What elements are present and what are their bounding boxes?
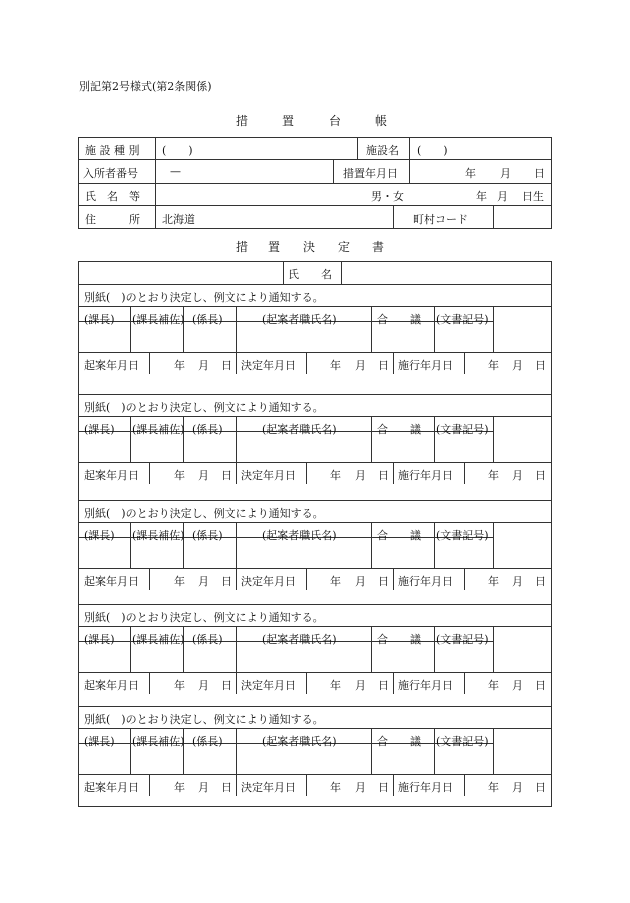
- decision-year: 年: [330, 679, 341, 692]
- block-rule: [78, 604, 552, 605]
- decision-title-char: 置: [268, 240, 281, 254]
- date-divider: [306, 462, 307, 484]
- role-label: 合 議: [377, 423, 421, 436]
- decision-date-label: 決定年月日: [241, 359, 296, 372]
- date-divider: [393, 774, 394, 796]
- notice-text: 別紙( )のとおり決定し、例文により通知する。: [84, 291, 324, 304]
- draft-date-label: 起案年月日: [84, 575, 139, 588]
- address-label: 住 所: [85, 213, 140, 226]
- role-label: (課長補佐): [132, 423, 185, 436]
- block-divider: [236, 626, 237, 672]
- decision-month: 月: [355, 469, 366, 482]
- decision-day: 日: [378, 359, 389, 372]
- date-divider: [464, 462, 465, 484]
- block-rule: [78, 706, 552, 707]
- role-label: (課長): [84, 313, 115, 326]
- role-label: (文書記号): [436, 529, 489, 542]
- date-divider: [306, 672, 307, 694]
- draft-day: 日: [221, 575, 232, 588]
- effective-year: 年: [488, 781, 499, 794]
- date-divider: [236, 568, 237, 590]
- effective-year: 年: [488, 469, 499, 482]
- role-label: (係長): [192, 313, 223, 326]
- block-divider: [371, 626, 372, 672]
- decision-month: 月: [355, 575, 366, 588]
- effective-month: 月: [512, 359, 523, 372]
- block-divider: [434, 306, 435, 352]
- block-divider: [371, 522, 372, 568]
- effective-day: 日: [535, 781, 546, 794]
- date-divider: [393, 462, 394, 484]
- notice-text: 別紙( )のとおり決定し、例文により通知する。: [84, 507, 324, 520]
- date-divider: [236, 774, 237, 796]
- role-label: (課長補佐): [132, 633, 185, 646]
- effective-date-label: 施行年月日: [398, 781, 453, 794]
- role-label: 合 議: [377, 529, 421, 542]
- admission-no-label: 入所者番号: [83, 167, 138, 180]
- admission-no-value[interactable]: —: [170, 165, 181, 178]
- draft-day: 日: [221, 359, 232, 372]
- role-label: (課長): [84, 735, 115, 748]
- effective-date-label: 施行年月日: [398, 575, 453, 588]
- block-divider: [493, 522, 494, 568]
- draft-date-label: 起案年月日: [84, 781, 139, 794]
- role-label: 合 議: [377, 633, 421, 646]
- date-divider: [149, 672, 150, 694]
- decision-month: 月: [355, 359, 366, 372]
- decision-title-char: 書: [372, 240, 385, 254]
- role-label: (係長): [192, 633, 223, 646]
- decision-year: 年: [330, 575, 341, 588]
- date-divider: [464, 774, 465, 796]
- decision-year: 年: [330, 469, 341, 482]
- birth-month: 月: [497, 190, 508, 203]
- effective-month: 月: [512, 469, 523, 482]
- role-label: (課長補佐): [132, 529, 185, 542]
- date-divider: [236, 672, 237, 694]
- date-divider: [306, 568, 307, 590]
- date-divider: [149, 774, 150, 796]
- effective-month: 月: [512, 679, 523, 692]
- block-divider: [434, 728, 435, 774]
- notice-text: 別紙( )のとおり決定し、例文により通知する。: [84, 611, 324, 624]
- block-rule: [78, 394, 552, 395]
- facility-type-label: 施 設 種 別: [85, 144, 140, 157]
- town-code-label: 町村コード: [413, 213, 468, 226]
- date-divider: [236, 462, 237, 484]
- role-label: (係長): [192, 423, 223, 436]
- draft-day: 日: [221, 781, 232, 794]
- name-label: 氏 名 等: [85, 190, 140, 203]
- draft-month: 月: [198, 575, 209, 588]
- notice-text: 別紙( )のとおり決定し、例文により通知する。: [84, 401, 324, 414]
- ledger-title-char: 台: [329, 114, 342, 128]
- effective-day: 日: [535, 575, 546, 588]
- decision-date-label: 決定年月日: [241, 575, 296, 588]
- block-divider: [130, 626, 131, 672]
- date-divider: [236, 352, 237, 374]
- measure-year: 年: [465, 167, 476, 180]
- measure-date-label: 措置年月日: [343, 167, 398, 180]
- draft-day: 日: [221, 469, 232, 482]
- block-divider: [130, 306, 131, 352]
- decision-month: 月: [355, 781, 366, 794]
- decision-date-label: 決定年月日: [241, 679, 296, 692]
- block-divider: [434, 626, 435, 672]
- block-divider: [434, 416, 435, 462]
- measure-month: 月: [500, 167, 511, 180]
- block-divider: [371, 416, 372, 462]
- draft-year: 年: [174, 469, 185, 482]
- effective-day: 日: [535, 679, 546, 692]
- effective-year: 年: [488, 575, 499, 588]
- role-label: 合 議: [377, 313, 421, 326]
- draft-month: 月: [198, 781, 209, 794]
- ledger-title-char: 帳: [375, 114, 388, 128]
- role-label: (文書記号): [436, 633, 489, 646]
- block-rule: [78, 284, 552, 285]
- decision-title-char: 措: [236, 240, 249, 254]
- effective-year: 年: [488, 359, 499, 372]
- role-label: (文書記号): [436, 313, 489, 326]
- effective-date-label: 施行年月日: [398, 359, 453, 372]
- decision-name-label: 氏 名: [288, 268, 332, 281]
- draft-year: 年: [174, 575, 185, 588]
- decision-title-char: 定: [338, 240, 351, 254]
- block-divider: [130, 728, 131, 774]
- block-divider: [493, 306, 494, 352]
- role-label: (起案者職氏名): [262, 423, 337, 436]
- effective-day: 日: [535, 359, 546, 372]
- birth-suffix: 日生: [522, 190, 544, 203]
- measure-day: 日: [534, 167, 545, 180]
- block-rule: [78, 306, 552, 307]
- draft-date-label: 起案年月日: [84, 359, 139, 372]
- effective-day: 日: [535, 469, 546, 482]
- draft-year: 年: [174, 781, 185, 794]
- date-divider: [149, 568, 150, 590]
- block-rule: [78, 522, 552, 523]
- sex-value[interactable]: 男・女: [371, 190, 404, 203]
- date-divider: [464, 352, 465, 374]
- decision-year: 年: [330, 359, 341, 372]
- role-label: (文書記号): [436, 735, 489, 748]
- role-label: (課長補佐): [132, 313, 185, 326]
- draft-date-label: 起案年月日: [84, 469, 139, 482]
- address-value[interactable]: 北海道: [162, 213, 195, 226]
- notice-text: 別紙( )のとおり決定し、例文により通知する。: [84, 713, 324, 726]
- block-rule: [78, 500, 552, 501]
- block-divider: [236, 416, 237, 462]
- block-divider: [371, 728, 372, 774]
- block-rule: [78, 728, 552, 729]
- role-label: (起案者職氏名): [262, 633, 337, 646]
- role-label: (起案者職氏名): [262, 735, 337, 748]
- date-divider: [306, 352, 307, 374]
- decision-year: 年: [330, 781, 341, 794]
- block-divider: [130, 416, 131, 462]
- ledger-title-char: 置: [282, 114, 295, 128]
- draft-month: 月: [198, 679, 209, 692]
- draft-day: 日: [221, 679, 232, 692]
- facility-name-value[interactable]: ( ): [417, 144, 448, 157]
- block-divider: [130, 522, 131, 568]
- block-divider: [236, 522, 237, 568]
- draft-year: 年: [174, 679, 185, 692]
- block-divider: [493, 728, 494, 774]
- date-divider: [393, 352, 394, 374]
- role-label: (課長): [84, 423, 115, 436]
- decision-day: 日: [378, 469, 389, 482]
- role-label: (起案者職氏名): [262, 313, 337, 326]
- block-rule: [78, 626, 552, 627]
- date-divider: [464, 672, 465, 694]
- role-label: (文書記号): [436, 423, 489, 436]
- date-divider: [149, 352, 150, 374]
- block-divider: [236, 728, 237, 774]
- block-divider: [493, 416, 494, 462]
- effective-month: 月: [512, 575, 523, 588]
- role-label: (係長): [192, 735, 223, 748]
- date-divider: [464, 568, 465, 590]
- decision-day: 日: [378, 679, 389, 692]
- date-divider: [393, 568, 394, 590]
- facility-type-value[interactable]: ( ): [162, 144, 193, 157]
- effective-year: 年: [488, 679, 499, 692]
- role-label: 合 議: [377, 735, 421, 748]
- block-divider: [236, 306, 237, 352]
- draft-date-label: 起案年月日: [84, 679, 139, 692]
- role-label: (課長補佐): [132, 735, 185, 748]
- decision-date-label: 決定年月日: [241, 781, 296, 794]
- draft-year: 年: [174, 359, 185, 372]
- block-divider: [371, 306, 372, 352]
- date-divider: [306, 774, 307, 796]
- block-divider: [493, 626, 494, 672]
- role-label: (係長): [192, 529, 223, 542]
- date-divider: [149, 462, 150, 484]
- decision-day: 日: [378, 575, 389, 588]
- birth-year: 年: [476, 190, 487, 203]
- block-rule: [78, 416, 552, 417]
- decision-day: 日: [378, 781, 389, 794]
- role-label: (課長): [84, 529, 115, 542]
- ledger-title-char: 措: [236, 114, 249, 128]
- effective-month: 月: [512, 781, 523, 794]
- decision-date-label: 決定年月日: [241, 469, 296, 482]
- form-number: 別記第2号様式(第2条関係): [79, 80, 212, 93]
- date-divider: [393, 672, 394, 694]
- effective-date-label: 施行年月日: [398, 469, 453, 482]
- draft-month: 月: [198, 359, 209, 372]
- effective-date-label: 施行年月日: [398, 679, 453, 692]
- block-divider: [434, 522, 435, 568]
- facility-name-label: 施設名: [366, 144, 399, 157]
- decision-month: 月: [355, 679, 366, 692]
- role-label: (課長): [84, 633, 115, 646]
- draft-month: 月: [198, 469, 209, 482]
- role-label: (起案者職氏名): [262, 529, 337, 542]
- decision-title-char: 決: [303, 240, 316, 254]
